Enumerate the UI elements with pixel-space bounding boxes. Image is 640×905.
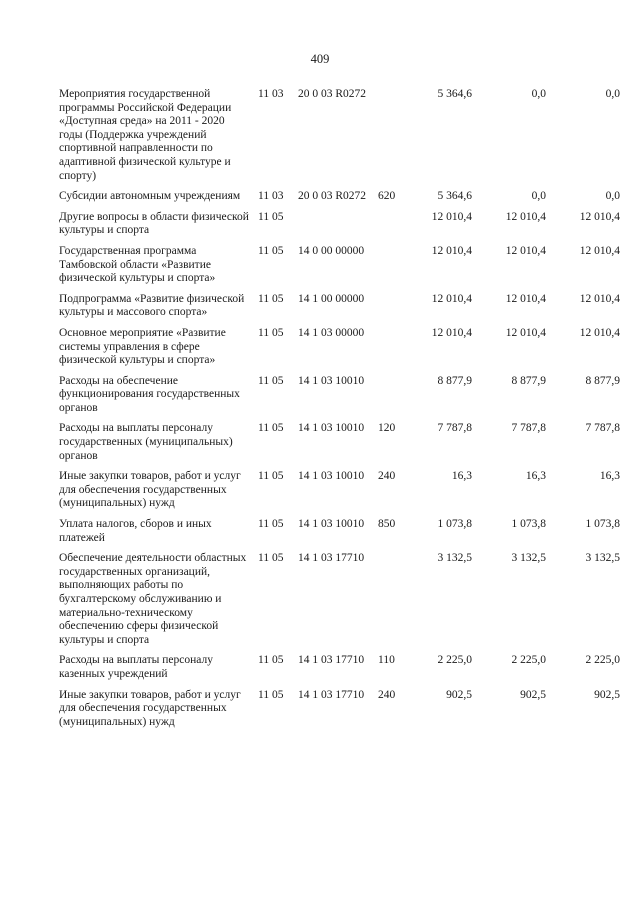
row-section: 11 05: [258, 292, 284, 305]
row-value-1: 5 364,6: [437, 88, 472, 100]
page-number: 409: [310, 52, 330, 66]
table-row: [0, 422, 640, 463]
row-expense-type: 240: [378, 688, 396, 701]
table-row: [0, 552, 640, 647]
row-value-1: 16,3: [451, 470, 472, 483]
row-expense-type: 850: [378, 518, 396, 531]
table-row: [0, 689, 640, 730]
row-code: 14 1 03 10010: [298, 470, 365, 483]
row-value-1: 12 010,4: [431, 244, 472, 257]
row-section: 11 05: [258, 470, 284, 483]
row-value-2: 12 010,4: [505, 244, 546, 257]
row-value-1: 12 010,4: [431, 210, 472, 223]
row-name: Расходы на выплаты персоналу казенных учреждений: [59, 654, 213, 680]
row-section: 11 03: [258, 190, 284, 203]
row-name: Субсидии автономным учреждениям: [59, 190, 241, 203]
table-row: [0, 190, 640, 204]
row-value-1: 3 132,5: [437, 552, 472, 565]
row-value-2: 8 877,9: [511, 374, 546, 387]
row-code: 14 1 03 10010: [298, 374, 365, 387]
row-code: 14 1 03 17710: [298, 552, 365, 565]
row-value-3: 0,0: [605, 190, 620, 203]
row-section: 11 05: [258, 374, 284, 387]
table-row: [0, 211, 640, 238]
row-name: Уплата налогов, сборов и иных платежей: [59, 518, 212, 544]
row-code: 14 1 03 00000: [298, 326, 365, 339]
row-code: 20 0 03 R0272: [298, 190, 367, 203]
row-name: Обеспечение деятельности областных государственных организаций, выполняющих работы по бухгалтерскому обслуживанию и материально-техническому обеспечению сферы физической культуры и спорта: [59, 552, 247, 646]
table-row: [0, 327, 640, 368]
row-code: 14 1 03 10010: [298, 422, 365, 435]
row-value-3: 0,0: [605, 88, 620, 100]
row-code: 14 1 03 17710: [298, 654, 365, 667]
row-name: Мероприятия государственной программы Российской Федерации «Доступная среда» на 2011 - 2020 годы (Поддержка учреждений спортивной направленности по адаптивной физической культуре и спорту): [59, 88, 232, 182]
budget-table: [0, 88, 640, 729]
row-expense-type: 110: [378, 654, 395, 667]
row-value-3: 16,3: [599, 470, 620, 483]
row-name: Расходы на выплаты персоналу государственных (муниципальных) органов: [59, 422, 233, 462]
row-value-3: 1 073,8: [585, 518, 620, 531]
table-row: [0, 470, 640, 511]
table-row: [0, 88, 640, 183]
row-value-2: 7 787,8: [511, 422, 546, 435]
row-value-3: 7 787,8: [585, 422, 620, 435]
row-expense-type: 620: [378, 190, 396, 203]
row-value-1: 5 364,6: [437, 190, 472, 203]
row-section: 11 05: [258, 688, 284, 701]
row-name: Подпрограмма «Развитие физической культуры и массового спорта»: [59, 292, 245, 319]
row-name: Иные закупки товаров, работ и услуг для обеспечения государственных (муниципальных) нужд: [59, 688, 241, 728]
row-name: Расходы на обеспечение функционирования государственных органов: [59, 374, 240, 414]
row-value-2: 2 225,0: [511, 654, 546, 667]
row-name: Государственная программа Тамбовской области «Развитие физической культуры и спорта»: [59, 244, 216, 285]
row-code: 14 0 00 00000: [298, 244, 365, 257]
row-value-2: 12 010,4: [505, 210, 546, 223]
row-section: 11 05: [258, 210, 284, 223]
row-value-3: 8 877,9: [585, 374, 620, 387]
row-value-3: 902,5: [594, 688, 620, 701]
row-section: 11 05: [258, 422, 284, 435]
row-value-3: 12 010,4: [579, 326, 620, 339]
row-value-1: 2 225,0: [437, 654, 472, 667]
table-row: [0, 245, 640, 286]
row-value-3: 2 225,0: [585, 654, 620, 667]
row-section: 11 05: [258, 518, 284, 531]
row-section: 11 03: [258, 88, 284, 100]
row-code: 20 0 03 R0272: [298, 88, 367, 100]
row-name: Другие вопросы в области физической культуры и спорта: [59, 210, 249, 237]
row-value-2: 1 073,8: [511, 518, 546, 531]
row-value-3: 3 132,5: [585, 552, 620, 565]
row-name: Основное мероприятие «Развитие системы управления в сфере физической культуры и спорта»: [59, 326, 226, 367]
row-code: 14 1 03 10010: [298, 518, 365, 531]
row-code: 14 1 03 17710: [298, 688, 365, 701]
row-name: Иные закупки товаров, работ и услуг для обеспечения государственных (муниципальных) нужд: [59, 470, 241, 510]
row-value-2: 3 132,5: [511, 552, 546, 565]
row-value-1: 12 010,4: [431, 292, 472, 305]
row-value-2: 0,0: [531, 190, 546, 203]
row-section: 11 05: [258, 244, 284, 257]
row-expense-type: 240: [378, 470, 396, 483]
row-value-2: 0,0: [531, 88, 546, 100]
row-value-3: 12 010,4: [579, 292, 620, 305]
table-row: [0, 293, 640, 320]
row-value-2: 16,3: [525, 470, 546, 483]
row-value-3: 12 010,4: [579, 210, 620, 223]
table-row: [0, 654, 640, 681]
table-row: [0, 518, 640, 545]
row-value-2: 12 010,4: [505, 292, 546, 305]
row-value-1: 12 010,4: [431, 326, 472, 339]
row-section: 11 05: [258, 326, 284, 339]
row-value-1: 902,5: [446, 688, 472, 701]
row-value-2: 902,5: [520, 688, 546, 701]
row-value-1: 8 877,9: [437, 374, 472, 387]
row-value-1: 1 073,8: [437, 518, 472, 531]
table-row: [0, 375, 640, 416]
row-section: 11 05: [258, 552, 284, 565]
row-expense-type: 120: [378, 422, 396, 435]
row-value-3: 12 010,4: [579, 244, 620, 257]
row-value-1: 7 787,8: [437, 422, 472, 435]
row-section: 11 05: [258, 654, 284, 667]
row-code: 14 1 00 00000: [298, 292, 365, 305]
row-value-2: 12 010,4: [505, 326, 546, 339]
